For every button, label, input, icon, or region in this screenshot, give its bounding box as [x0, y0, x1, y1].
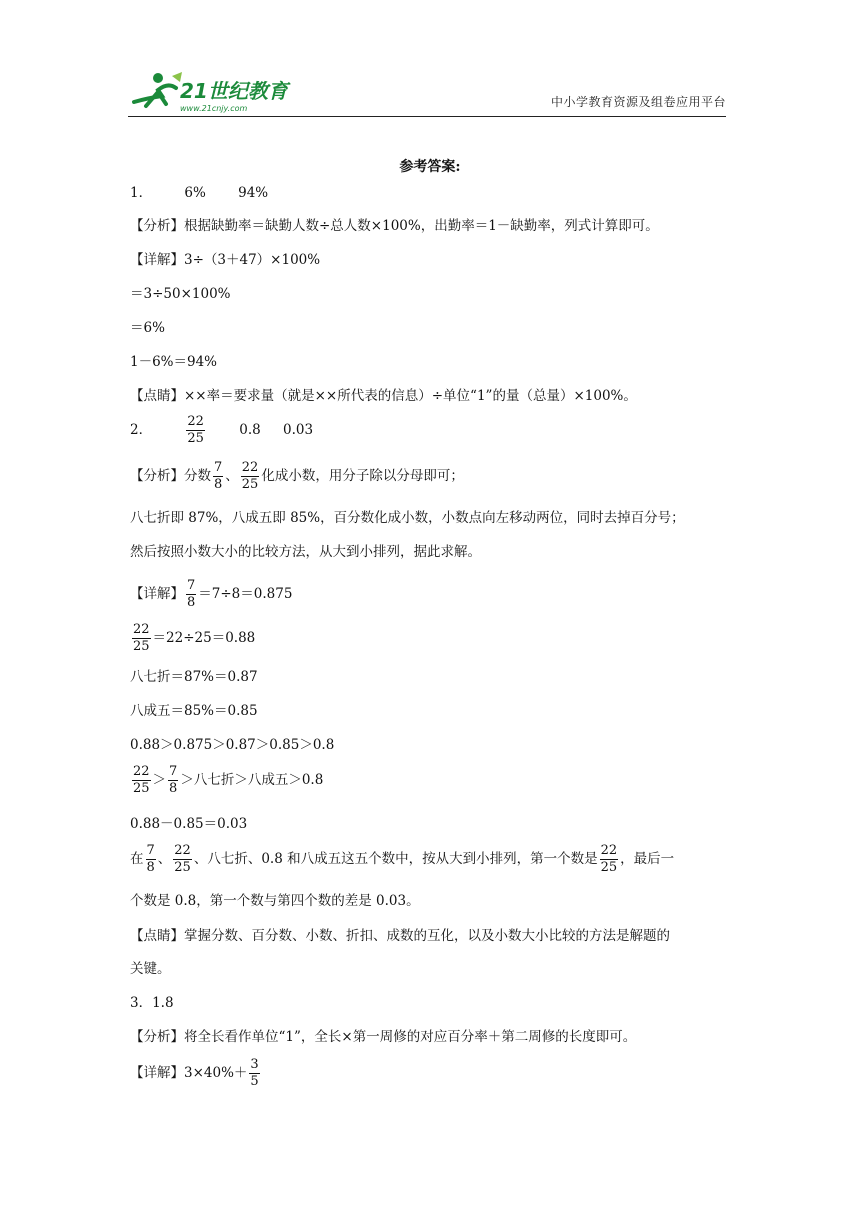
q1-answer-1: 6%: [184, 185, 206, 201]
q2-answer-2: 0.8: [239, 422, 261, 438]
q1-detail-1: 【详解】3÷（3＋47）×100%: [130, 252, 321, 268]
q1-detail-2: ＝3÷50×100%: [130, 286, 231, 302]
q2-answer: [130, 414, 313, 447]
q3-analysis: 【分析】将全长看作单位“1”，全长×第一周修的对应百分率＋第二周修的长度即可。: [130, 1029, 637, 1045]
q2-detail-2: $\frac{22}{25}$ ＝22÷25＝0.88: [133, 622, 256, 654]
q1-detail-4: 1－6%＝94%: [130, 354, 218, 370]
q3-detail: 【详解】3×40%＋ $\frac{3}{5}$: [130, 1057, 259, 1089]
fraction-3-5: $\frac{3}{5}$: [250, 1057, 259, 1089]
q1-answer-2: 94%: [238, 185, 269, 201]
page-header: [128, 66, 726, 117]
fraction-7-8: $\frac{7}{8}$: [146, 843, 155, 875]
logo-text: 21世纪教育: [180, 79, 288, 103]
q2-analysis-2: 八七折即 87%，八成五即 85%，百分数化成小数，小数点向左移动两位，同时去掉百分号；: [130, 510, 685, 526]
logo: [128, 68, 298, 114]
q2-comment-2: 关键。: [130, 961, 171, 977]
q2-analysis-1: 【分析】分数 $\frac{7}{8}$ 、 $\frac{22}{25}$ 化成小数，用分子除以分母即可；: [130, 460, 464, 492]
fraction-22-25: $\frac{22}{25}$: [174, 843, 191, 875]
q2-conclusion-1: 在 $\frac{7}{8}$ 、 $\frac{22}{25}$ 、八七折、0.8 和八成五这五个数中，按从大到小排列，第一个数是 $\frac{22}{25}$ ，最后一: [130, 843, 675, 875]
q2-detail-7: 0.88－0.85＝0.03: [130, 816, 248, 832]
page-title: 参考答案:: [399, 159, 461, 175]
q2-detail-5: 0.88＞0.875＞0.87＞0.85＞0.8: [130, 737, 335, 753]
q1-analysis: 【分析】根据缺勤率＝缺勤人数÷总人数×100%，出勤率＝1－缺勤率，列式计算即可。: [130, 218, 659, 234]
fraction-22-25: $\frac{22}{25}$: [133, 764, 150, 796]
q1-comment: 【点睛】××率＝要求量（就是××所代表的信息）÷单位“1”的量（总量）×100%。: [130, 388, 637, 404]
q2-comment-1: 【点睛】掌握分数、百分数、小数、折扣、成数的互化，以及小数大小比较的方法是解题的: [130, 928, 670, 944]
q2-answer-3: 0.03: [283, 422, 314, 438]
q1-number: 1．: [130, 185, 153, 201]
q2-conclusion-2: 个数是 0.8，第一个数与第四个数的差是 0.03。: [130, 893, 420, 909]
q1-detail-3: ＝6%: [130, 320, 165, 336]
logo-runner-icon: [128, 68, 298, 114]
fraction-7-8: $\frac{7}{8}$: [187, 578, 196, 610]
fraction-7-8: $\frac{7}{8}$: [169, 764, 178, 796]
fraction-22-25: $\frac{22}{25}$: [187, 414, 204, 446]
q2-detail-4: 八成五＝85%＝0.85: [130, 703, 258, 719]
q3-answer: 3．1.8: [130, 995, 174, 1011]
q2-detail-6: $\frac{22}{25}$ ＞ $\frac{7}{8}$ ＞八七折＞八成五＞0.8: [133, 764, 324, 796]
q1-answer: [130, 182, 268, 204]
fraction-22-25: $\frac{22}{25}$: [600, 843, 618, 875]
q2-detail-3: 八七折＝87%＝0.87: [130, 669, 258, 685]
platform-name: 中小学教育资源及组卷应用平台: [550, 95, 726, 109]
q2-detail-1: 【详解】 $\frac{7}{8}$ ＝7÷8＝0.875: [130, 578, 293, 610]
q2-analysis-3: 然后按照小数大小的比较方法，从大到小排列，据此求解。: [130, 544, 481, 560]
fraction-22-25: $\frac{22}{25}$: [241, 460, 259, 492]
q2-number: 2．: [130, 422, 153, 438]
fraction-22-25: $\frac{22}{25}$: [133, 622, 150, 654]
fraction-7-8: $\frac{7}{8}$: [214, 460, 223, 492]
logo-url: www.21cnjy.com: [180, 104, 248, 113]
